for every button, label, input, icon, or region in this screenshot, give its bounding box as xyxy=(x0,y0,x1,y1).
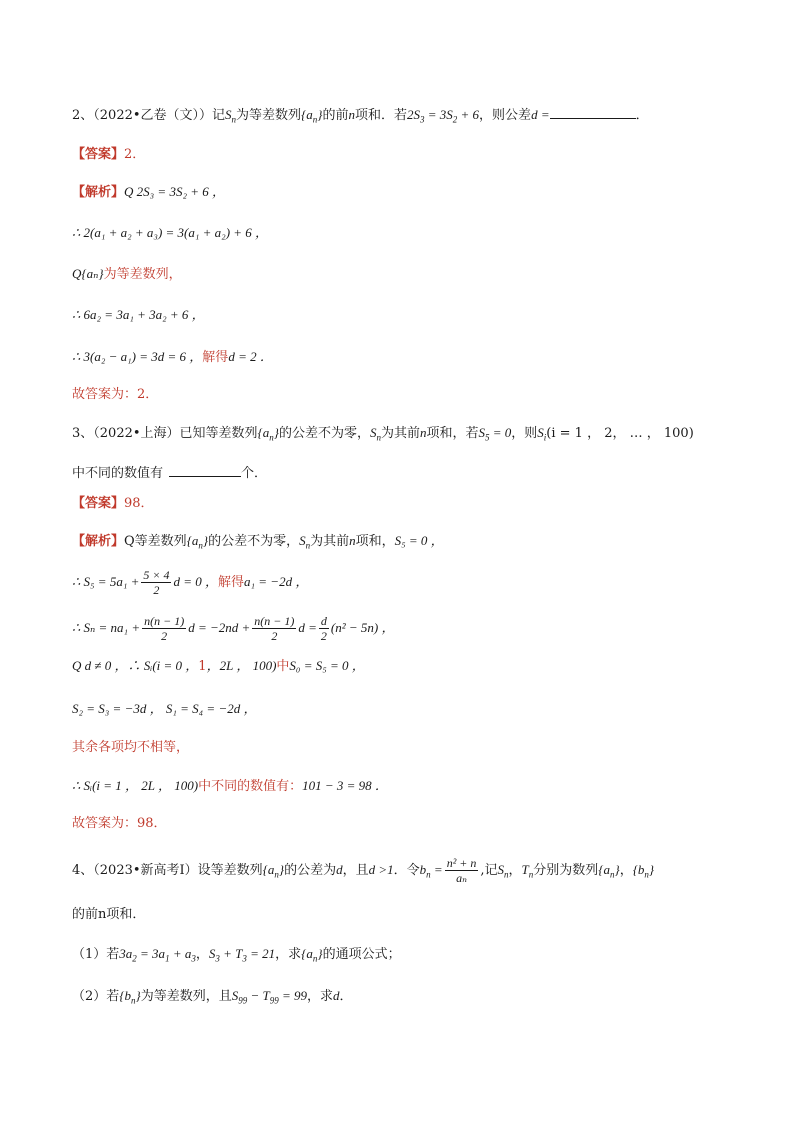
q3-answer-blank[interactable] xyxy=(169,464,241,477)
q3-stem-c: 为其前 xyxy=(380,426,420,441)
q4-stem-b: 的公差为 xyxy=(284,863,337,878)
q4-stem xyxy=(72,856,654,885)
q4-p1-d: 的通项公式； xyxy=(322,947,401,962)
q4-bn2: $\{b_n\}$ xyxy=(632,862,655,880)
q4-stem-g: 分别为数列 xyxy=(533,863,599,878)
q4-den: aₙ xyxy=(456,871,467,885)
q3-a2-frac xyxy=(141,568,171,597)
q4-stem-a: 4、（2023•新高考Ⅰ）设等差数列 xyxy=(72,863,263,878)
q2-stem-prefix: 2、（2022•乙卷（文））记 xyxy=(72,108,226,123)
q3-a2-end: a₁ = −2d ， xyxy=(244,574,309,589)
q3-stem-d: 项和，若 xyxy=(426,426,479,441)
q2-analysis-1 xyxy=(72,183,225,202)
q3-stem-a: 3、（2022•上海）已知等差数列 xyxy=(72,426,258,441)
q4-stem-line2: 的前n项和． xyxy=(72,907,146,922)
q3-stem-line2-end: 个． xyxy=(241,466,268,481)
q4-cond: d >1 xyxy=(368,862,394,877)
q4-p2-b: 为等差数列，且 xyxy=(140,989,232,1004)
q3-a3-den1: 2 xyxy=(161,629,168,643)
q4-p2-eq: $S_{99} - T_{99} = 99$ xyxy=(231,988,307,1006)
q3-a1-text1: Q等差数列 xyxy=(124,534,187,549)
q3-analysis-3 xyxy=(72,614,395,643)
q3-a4-one: 1 xyxy=(198,659,207,674)
analysis-tag: 【解析】 xyxy=(72,534,125,549)
q3-a4-end: S₀ = S₅ = 0 ， xyxy=(289,658,365,673)
q2-condition: $2S_3 = 3S_2 + 6$ xyxy=(406,107,480,125)
q3-a3-den3: 2 xyxy=(320,629,327,643)
q2-stem-mid1: 为等差数列 xyxy=(236,108,302,123)
q2-l1: Q 2S₃ = 3S₂ + 6 ， xyxy=(124,184,225,199)
q2-final: 故答案为：2． xyxy=(72,387,159,402)
q2-answer-blank[interactable] xyxy=(550,106,636,119)
q2-analysis-4: ∴ 6a₂ = 3a₁ + 3a₂ + 6 ， xyxy=(72,307,205,322)
q3-a4-mid: ，2L ， 100) xyxy=(206,658,277,673)
q3-a2-text: 解得 xyxy=(218,575,245,590)
q3-a7-pre: ∴ Sᵢ(i = 1 ， 2L ， 100) xyxy=(72,778,199,793)
q4-p1-a: （1）若 xyxy=(72,947,120,962)
q3-a3-frac1 xyxy=(142,614,186,643)
q2-stem-mid3: 项和．若 xyxy=(354,108,407,123)
answer-tag: 【答案】 xyxy=(72,496,125,511)
q4-d: d xyxy=(336,862,343,877)
q3-final: 故答案为：98． xyxy=(72,816,167,831)
q2-l5-text: 解得 xyxy=(202,350,229,365)
q2-sn: $S_n$ xyxy=(225,107,237,125)
q3-a1-n: n xyxy=(349,533,356,548)
q3-a2-num: 5 × 4 xyxy=(143,568,170,582)
q4-p2-bn: $\{b_n\}$ xyxy=(119,988,141,1006)
q4-p2-d: ． xyxy=(339,989,353,1004)
q2-analysis-2: ∴ 2(a₁ + a₂ + a₃) = 3(a₁ + a₂) + 6 ， xyxy=(72,225,269,240)
q3-a4-pre: Q d ≠ 0 ，∴ Sᵢ(i = 0 ， xyxy=(72,658,199,673)
q4-p2-c: ，求 xyxy=(307,989,334,1004)
q3-a1-an: $\{a_n\}$ xyxy=(186,533,209,551)
q3-a3-frac2 xyxy=(252,614,296,643)
q2-n: n xyxy=(348,107,355,122)
q3-a3-pre: ∴ Sₙ = na₁ + xyxy=(72,620,141,635)
q2-l5-end: d = 2 ． xyxy=(228,349,273,364)
q3-a4-text: 中 xyxy=(276,659,290,674)
q3-answer xyxy=(72,495,154,513)
q3-stem-e: ，则 xyxy=(511,426,538,441)
q3-a1-text3: 为其前 xyxy=(310,534,350,549)
q3-a3-frac3 xyxy=(319,614,329,643)
q3-a1-text2: 的公差不为零， xyxy=(208,534,300,549)
q4-stem-c: ，且 xyxy=(342,863,369,878)
q3-stem xyxy=(72,424,694,447)
q4-stem-f: ， xyxy=(508,863,522,878)
q4-p1-c: ，求 xyxy=(275,947,302,962)
q2-stem-end: ． xyxy=(635,108,649,123)
q3-a1-sn: $S_n$ xyxy=(299,533,311,551)
q4-part1 xyxy=(72,945,401,968)
q3-stem-f: (i = 1 ， 2， … ， 100) xyxy=(546,426,694,441)
q2-l5-math: ∴ 3(a₂ − a₁) = 3d = 6 ， xyxy=(72,349,203,364)
q3-a7-end: 101 − 3 = 98 ． xyxy=(302,778,388,793)
q2-stem xyxy=(72,106,649,129)
q4-p1-an: $\{a_n\}$ xyxy=(301,946,323,964)
q3-analysis-1 xyxy=(72,532,444,555)
q2-analysis-5 xyxy=(72,348,273,367)
answer-value: 2． xyxy=(124,147,146,162)
q3-a2-post: d = 0 ， xyxy=(173,574,218,589)
q3-stem-b: 的公差不为零， xyxy=(278,426,370,441)
q3-si: $S_i$ xyxy=(537,425,547,443)
q3-analysis-2 xyxy=(72,568,308,597)
q3-a3-end: (n² − 5n) ， xyxy=(330,620,395,635)
q3-a3-num2: n(n − 1) xyxy=(254,614,295,628)
answer-tag: 【答案】 xyxy=(72,147,125,162)
q4-an: $\{a_n\}$ xyxy=(262,862,285,880)
q2-analysis-3 xyxy=(72,265,182,284)
q2-d: d = xyxy=(531,107,550,122)
q4-p2-a: （2）若 xyxy=(72,989,120,1004)
q3-a3-mid2: d = xyxy=(298,620,317,635)
q2-l3-text: 为等差数列， xyxy=(103,267,182,282)
q4-num: n² + n xyxy=(446,856,477,870)
q3-a2-den: 2 xyxy=(153,583,160,597)
q4-tn: $T_n$ xyxy=(521,862,534,880)
q4-stem-h: ， xyxy=(619,863,633,878)
q3-a7-text: 中不同的数值有： xyxy=(198,779,303,794)
q3-sn: $S_n$ xyxy=(369,425,381,443)
q3-stem-line2 xyxy=(72,464,267,483)
q3-a1-text4: 项和， xyxy=(355,534,395,549)
answer-value: 98． xyxy=(124,496,154,511)
q2-stem-mid4: ，则公差 xyxy=(479,108,532,123)
q3-an: $\{a_n\}$ xyxy=(257,425,279,443)
q3-a3-num3: d xyxy=(320,614,327,628)
q2-answer xyxy=(72,146,145,164)
q3-a3-den2: 2 xyxy=(271,629,278,643)
q3-s5: $S_5 = 0$ xyxy=(478,425,512,443)
q4-an2: $\{a_n\}$ xyxy=(598,862,620,880)
q3-stem-line2-text: 中不同的数值有 xyxy=(72,466,164,481)
q4-bn: $b_n$ = xyxy=(419,862,443,880)
q3-a1-end: S₅ = 0 ， xyxy=(394,533,444,548)
q2-l3-math: Q{aₙ} xyxy=(72,266,104,281)
q3-n: n xyxy=(419,425,427,440)
q3-a3-mid: d = −2nd + xyxy=(188,620,251,635)
q4-stem-d: ．令 xyxy=(393,863,420,878)
q3-a2-pre: ∴ S₅ = 5a₁ + xyxy=(72,574,140,589)
q3-a3-num1: n(n − 1) xyxy=(144,614,185,628)
q3-analysis-7 xyxy=(72,777,388,796)
q3-analysis-5: S₂ = S₃ = −3d ， S₁ = S₄ = −2d ， xyxy=(72,701,257,716)
q4-p1-eq2: $S_3 + T_3 = 21$ xyxy=(208,946,276,964)
q2-an: $\{a_n\}$ xyxy=(301,107,323,125)
q3-analysis-6: 其余各项均不相等， xyxy=(72,740,190,755)
analysis-tag: 【解析】 xyxy=(72,185,125,200)
q3-analysis-4 xyxy=(72,657,365,676)
q4-p2-d-var: d xyxy=(333,988,340,1003)
q2-stem-mid2: 的前 xyxy=(322,108,349,123)
q4-part2 xyxy=(72,987,353,1010)
q4-stem-e: ,记 xyxy=(480,863,498,878)
q4-bn-frac xyxy=(445,856,479,885)
q4-p1-eq1: $3a_2 = 3a_1 + a_3$ xyxy=(119,946,196,964)
q4-p1-b: ， xyxy=(195,947,209,962)
q4-sn: $S_n$ xyxy=(497,862,509,880)
